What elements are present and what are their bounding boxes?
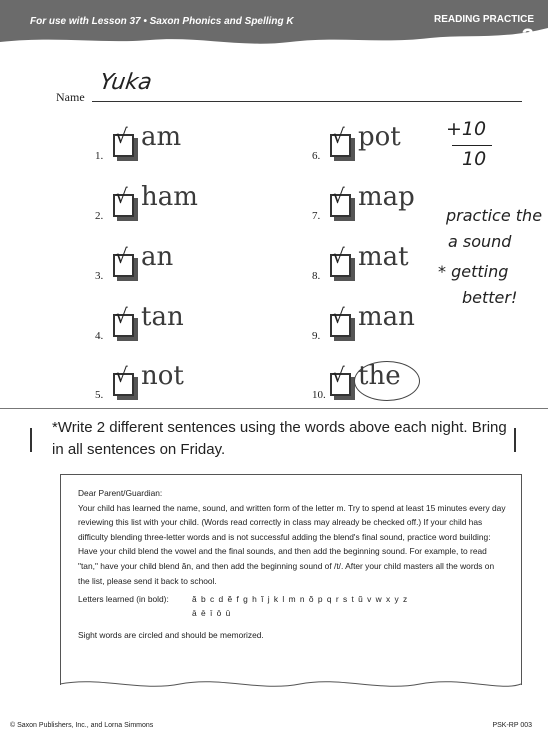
section-divider [0, 408, 548, 409]
word-number: 10. [312, 389, 326, 401]
score-bottom-handwritten: 10 [462, 148, 487, 170]
word-text: man [358, 302, 415, 332]
check-mark-icon: √ [332, 124, 345, 148]
parent-body: Your child has learned the name, sound, and written form of the letter m. Try to spend at least 15 minutes every day reviewing this list with your child. (Words read correctly in class may already be checked off.) If your child has difficulty blending three-letter words and is not successful adding the blend's final sound, practice word building: Have your child blend the vowel and the final sounds, and then add the beginning sound. For example, to read "tan," have your child blend ăn, and then add the beginning sound of /t/. After your child masters all the words on the list, please send it back to school. [78, 502, 506, 586]
check-mark-icon: √ [332, 363, 345, 387]
note-line-4: better! [462, 288, 518, 307]
check-mark-icon: √ [332, 184, 345, 208]
header-lesson-text: For use with Lesson 37 • Saxon Phonics and Spelling K [30, 16, 294, 27]
check-mark-icon: √ [115, 244, 128, 268]
letters-label: Letters learned (in bold): [78, 594, 169, 604]
word-number: 9. [312, 330, 321, 342]
word-number: 1. [95, 150, 104, 162]
header-section-number: 3 [521, 24, 534, 49]
score-fraction-line [452, 145, 492, 146]
header-wave [0, 0, 548, 60]
check-mark-icon: √ [332, 304, 345, 328]
note-line-2: a sound [448, 232, 512, 251]
check-mark-icon: √ [115, 363, 128, 387]
word-text: the [358, 361, 401, 391]
letters-row-long: ā ē ī ō ū [192, 608, 231, 618]
name-line [92, 101, 522, 102]
parent-box-wavy-bottom [60, 676, 522, 696]
word-number: 5. [95, 389, 104, 401]
check-mark-icon: √ [332, 244, 345, 268]
header-section-label: READING PRACTICE [433, 14, 534, 25]
word-text: ham [141, 182, 198, 212]
name-label: Name [56, 90, 85, 104]
word-text: am [141, 122, 182, 152]
check-mark-icon: √ [115, 124, 128, 148]
word-text: tan [141, 302, 184, 332]
sight-words-note: Sight words are circled and should be memorized. [78, 630, 264, 640]
name-handwritten[interactable]: Yuka [98, 70, 154, 95]
word-number: 6. [312, 150, 321, 162]
copyright-footer: © Saxon Publishers, Inc., and Lorna Simmons [10, 722, 154, 729]
parent-letter [78, 486, 508, 588]
word-text: mat [358, 242, 409, 272]
parent-greeting: Dear Parent/Guardian: [78, 488, 163, 498]
check-mark-icon: √ [115, 184, 128, 208]
word-number: 4. [95, 330, 104, 342]
note-line-1: practice the [446, 206, 543, 225]
score-top-handwritten: +10 [446, 118, 487, 140]
word-number: 3. [95, 270, 104, 282]
word-number: 8. [312, 270, 321, 282]
word-number: 7. [312, 210, 321, 222]
word-text: not [141, 361, 184, 391]
word-text: map [358, 182, 415, 212]
homework-instruction: *Write 2 different sentences using the words above each night. Bring in all sentences on Friday. [52, 419, 507, 458]
header-banner [0, 0, 548, 60]
check-mark-icon: √ [115, 304, 128, 328]
word-number: 2. [95, 210, 104, 222]
note-line-3: * getting [438, 262, 509, 281]
word-text: an [141, 242, 174, 272]
word-text: pot [358, 122, 401, 152]
left-margin-bar [30, 428, 32, 452]
page-code-footer: PSK-RP 003 [492, 722, 532, 729]
letters-row-short: ă b c d ĕ f g h ĭ j k l m n ŏ p q r s t ŭ v w x y z [192, 594, 408, 604]
